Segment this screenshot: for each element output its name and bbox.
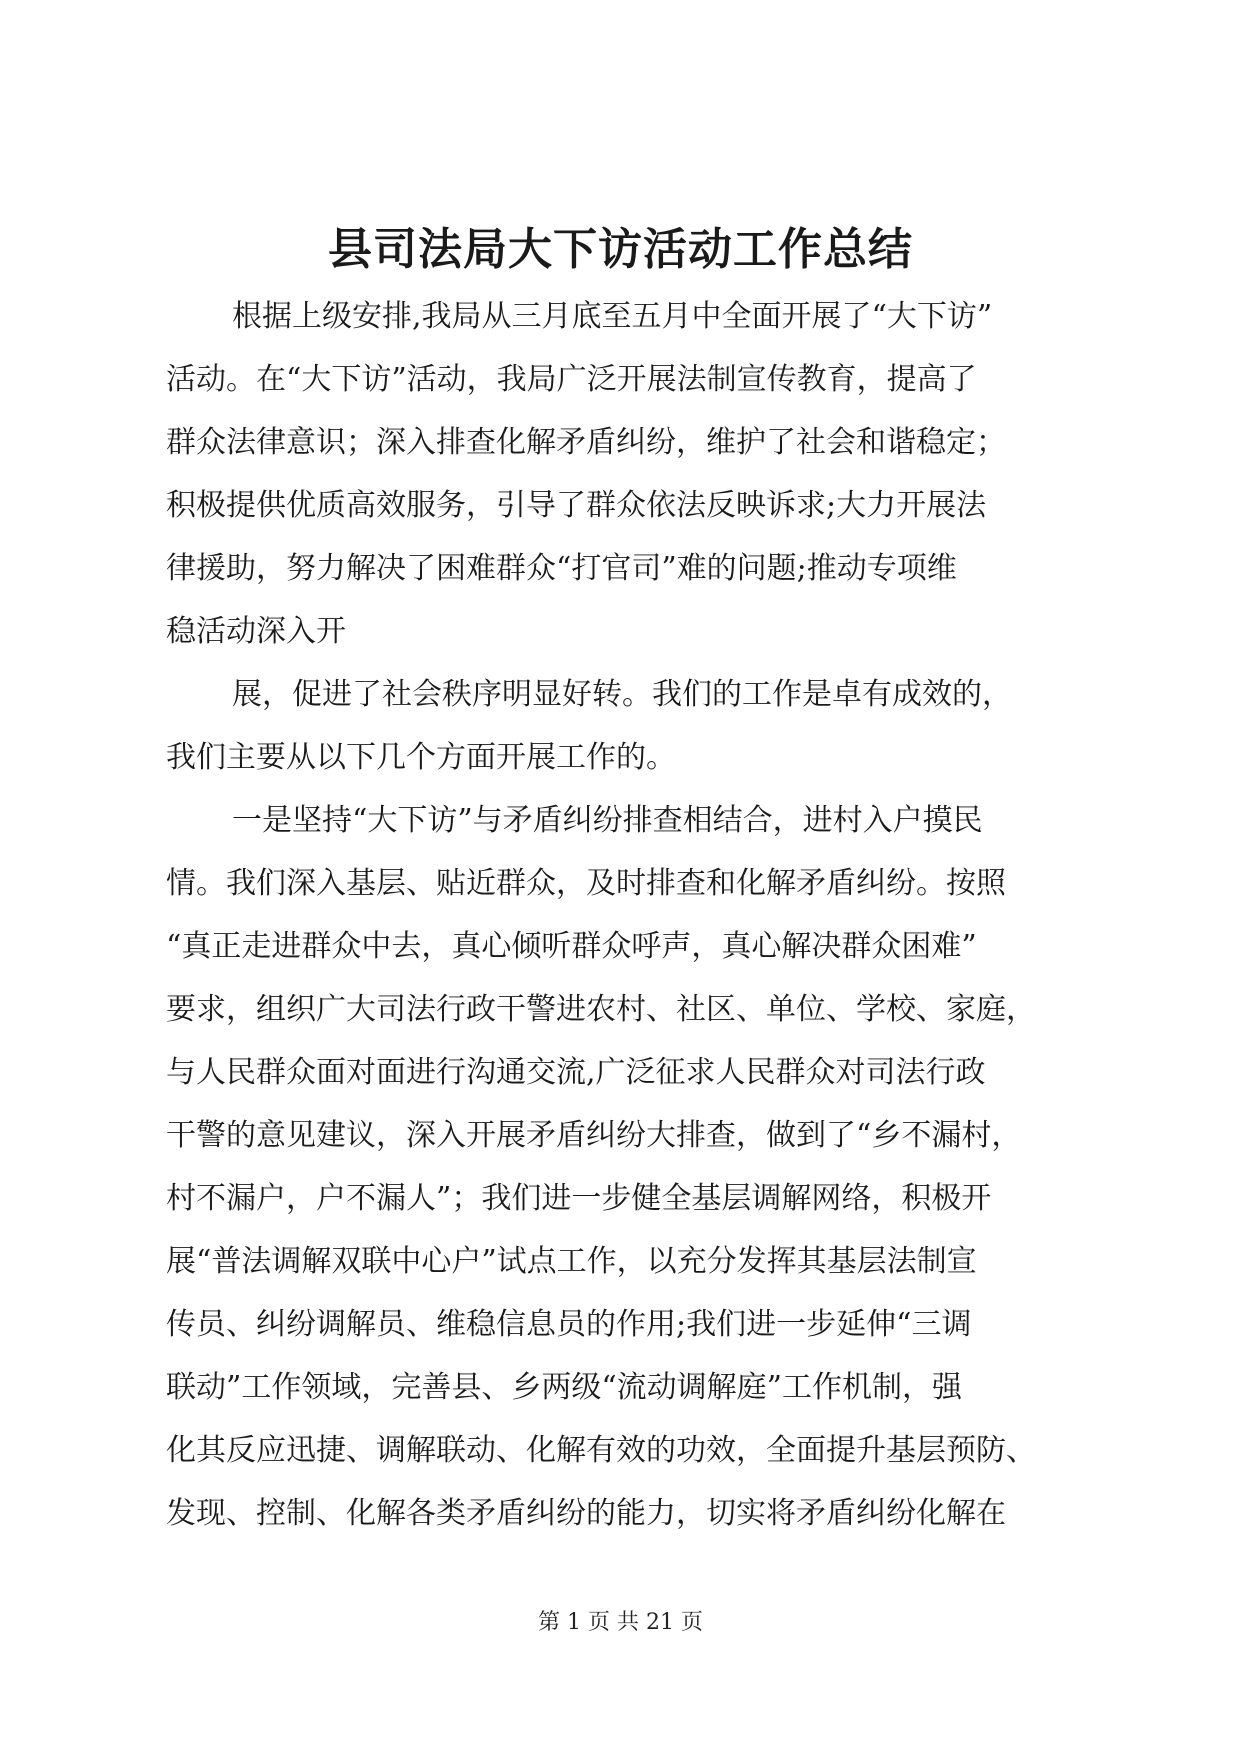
paragraph-line: 发现、控制、化解各类矛盾纠纷的能力，切实将矛盾纠纷化解在 [166,1496,1006,1531]
document-body [166,297,1076,1557]
paragraph-line: 展，促进了社会秩序明显好转。我们的工作是卓有成效的， [232,677,1012,712]
paragraph-line: 稳活动深入开 [166,614,346,649]
paragraph-line: 展“普法调解双联中心户”试点工作，以充分发挥其基层法制宣 [166,1244,977,1279]
paragraph-line: 与人民群众面对面进行沟通交流,广泛征求人民群众对司法行政 [166,1055,986,1090]
page-footer: 第 1 页 共 21 页 [538,1610,703,1635]
paragraph-line: “真正走进群众中去，真心倾听群众呼声，真心解决群众困难” [166,929,977,964]
paragraph-line: 联动”工作领域，完善县、乡两级“流动调解庭”工作机制，强 [166,1370,963,1405]
paragraph-line: 化其反应迅捷、调解联动、化解有效的功效，全面提升基层预防、 [166,1433,1036,1468]
paragraph-line: 干警的意见建议，深入开展矛盾纠纷大排查，做到了“乡不漏村， [166,1118,1022,1153]
paragraph-line: 律援助，努力解决了困难群众“打官司”难的问题;推动专项维 [166,551,957,586]
paragraph-line: 要求，组织广大司法行政干警进农村、社区、单位、学校、家庭， [166,992,1036,1027]
paragraph-line: 活动。在“大下访”活动，我局广泛开展法制宣传教育，提高了 [166,362,977,397]
paragraph-line: 根据上级安排,我局从三月底至五月中全面开展了“大下访” [232,299,993,334]
paragraph-line: 我们主要从以下几个方面开展工作的。 [166,740,676,775]
paragraph-line: 村不漏户，户不漏人”；我们进一步健全基层调解网络，积极开 [166,1181,992,1216]
paragraph-line: 群众法律意识；深入排查化解矛盾纠纷，维护了社会和谐稳定； [166,425,1006,460]
paragraph-line: 一是坚持“大下访”与矛盾纠纷排查相结合，进村入户摸民 [232,803,983,838]
paragraph-line: 积极提供优质高效服务，引导了群众依法反映诉求;大力开展法 [166,488,987,523]
document-title: 县司法局大下访活动工作总结 [328,224,913,275]
paragraph-line: 情。我们深入基层、贴近群众，及时排查和化解矛盾纠纷。按照 [166,866,1006,901]
paragraph-line: 传员、纠纷调解员、维稳信息员的作用;我们进一步延伸“三调 [166,1307,972,1342]
